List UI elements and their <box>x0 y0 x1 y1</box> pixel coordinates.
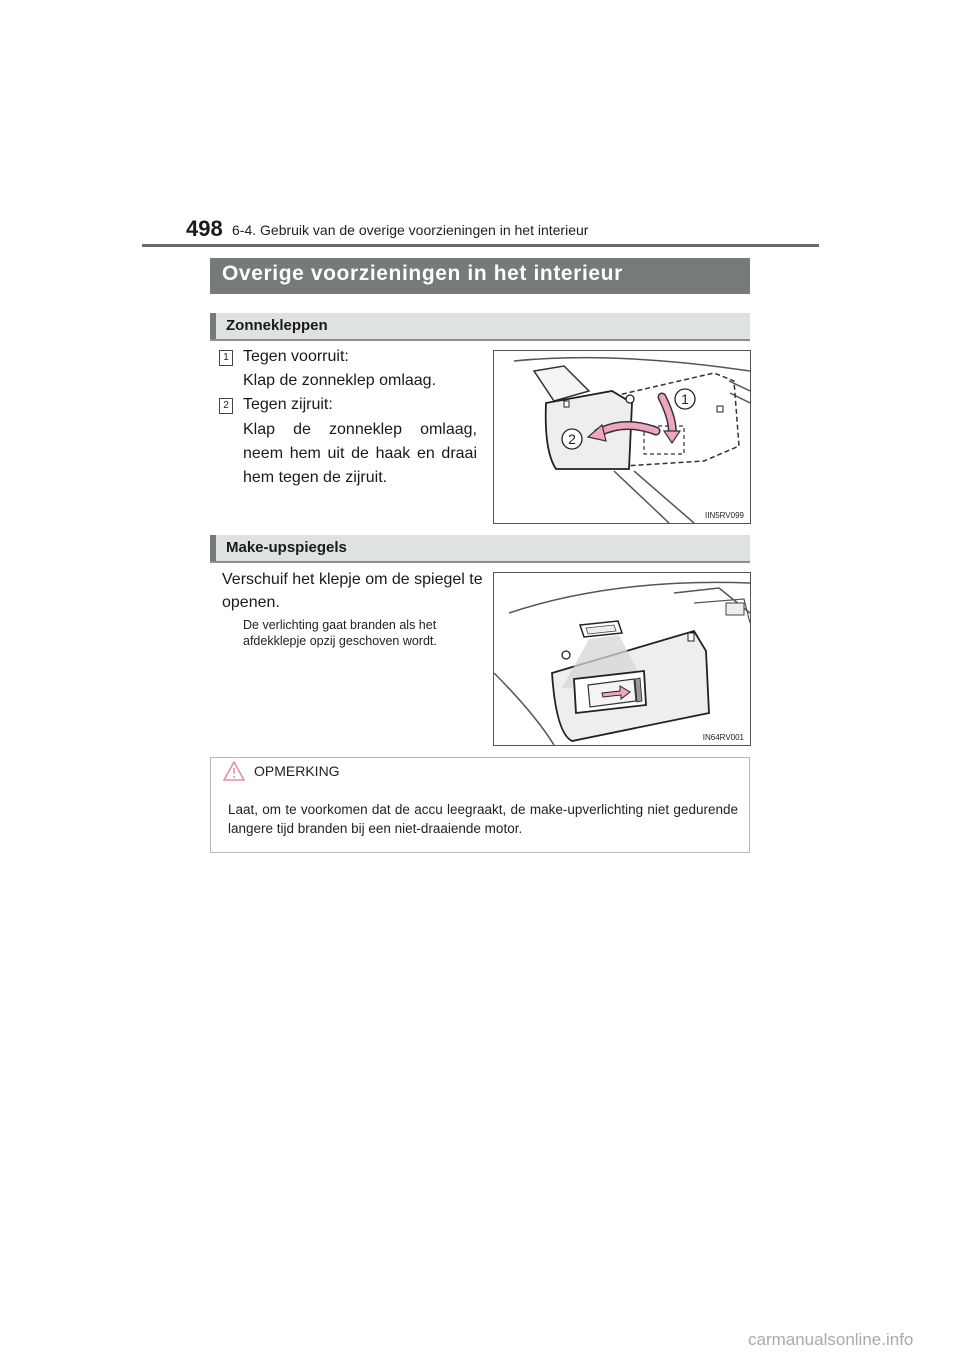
notice-title: OPMERKING <box>254 763 340 779</box>
step-number-2: 2 <box>219 398 233 414</box>
sun-visor-illustration <box>493 350 751 524</box>
subsection-title: Make-upspiegels <box>226 539 347 556</box>
vanity-mirror-note: De verlichting gaat branden als het afdekklepje opzij geschoven wordt. <box>243 618 437 648</box>
section-title: Overige voorzieningen in het interieur <box>222 262 623 285</box>
subsection-vanity-mirrors <box>210 535 750 563</box>
watermark: carmanualsonline.info <box>748 1330 914 1349</box>
step-number-1: 1 <box>219 350 233 366</box>
vanity-mirror-illustration <box>493 572 751 746</box>
subsection-title: Zonnekleppen <box>226 317 328 334</box>
vanity-mirror-drawing <box>494 573 750 745</box>
page-number: 498 <box>186 216 223 241</box>
warning-icon <box>222 760 246 782</box>
header-divider <box>142 244 819 247</box>
step-1-text: Klap de zonneklep omlaag. <box>243 372 437 389</box>
callout-2-label: 2 <box>568 431 576 447</box>
chapter-title: 6-4. Gebruik van de overige voorzieningen in het interieur <box>232 222 589 238</box>
step-2-label: Tegen zijruit: <box>243 396 333 413</box>
sun-visor-drawing <box>494 351 750 523</box>
subsection-sun-visors <box>210 313 750 341</box>
notice-text: Laat, om te voorkomen dat de accu leegraakt, de make-upverlichting niet gedurende langere tijd branden bij een niet-draaiende motor. <box>228 802 738 836</box>
figure-code: IIN5RV099 <box>705 511 744 520</box>
callout-1-label: 1 <box>681 391 689 407</box>
vanity-mirror-instruction: Verschuif het klepje om de spiegel te openen. <box>222 571 483 611</box>
figure-code: IN64RV001 <box>702 733 744 742</box>
step-2-text: Klap de zonneklep omlaag, neem hem uit de haak en draai hem tegen de zijruit. <box>243 421 477 486</box>
step-1-label: Tegen voorruit: <box>243 348 349 365</box>
